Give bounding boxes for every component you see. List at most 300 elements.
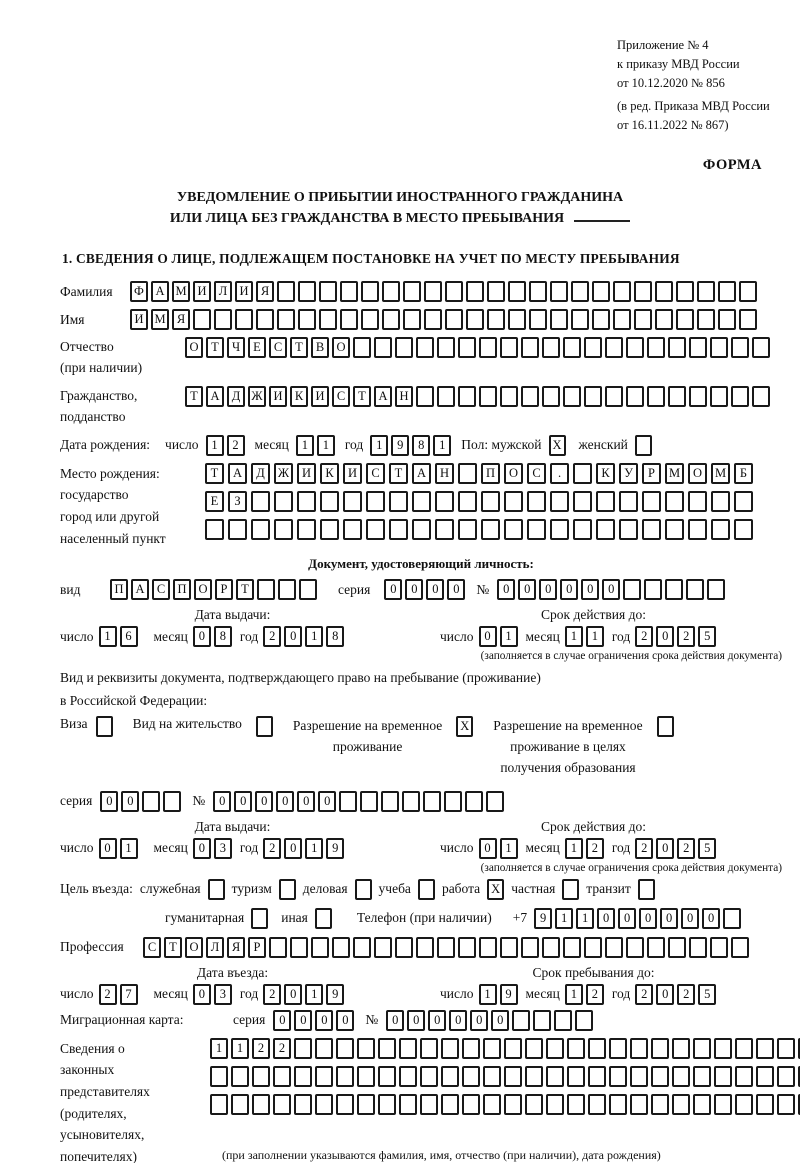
char-cell[interactable]: Ф — [130, 281, 148, 302]
char-cell[interactable]: 2 — [99, 984, 117, 1005]
char-cell[interactable] — [504, 491, 523, 512]
char-cell[interactable] — [395, 337, 413, 358]
char-cell[interactable] — [366, 491, 385, 512]
char-cell[interactable]: 0 — [539, 579, 557, 600]
char-cell[interactable] — [668, 386, 686, 407]
char-cell[interactable] — [605, 337, 623, 358]
char-cell[interactable] — [205, 519, 224, 540]
char-cell[interactable] — [298, 309, 316, 330]
char-cell[interactable]: . — [550, 463, 569, 484]
char-cell[interactable] — [437, 386, 455, 407]
char-cell[interactable] — [297, 519, 316, 540]
char-cell[interactable]: 0 — [234, 791, 252, 812]
char-cell[interactable] — [665, 579, 683, 600]
char-cell[interactable] — [731, 937, 749, 958]
char-cell[interactable] — [483, 1038, 501, 1059]
char-cell[interactable] — [533, 1010, 551, 1031]
char-cell[interactable] — [588, 1094, 606, 1115]
char-cell[interactable] — [642, 519, 661, 540]
char-cell[interactable] — [399, 1038, 417, 1059]
char-cell[interactable]: 0 — [656, 984, 674, 1005]
char-cell[interactable]: 0 — [479, 626, 497, 647]
char-cell[interactable] — [752, 337, 770, 358]
char-cell[interactable] — [458, 491, 477, 512]
residence-permit-checkbox[interactable] — [256, 716, 273, 737]
char-cell[interactable] — [609, 1038, 627, 1059]
char-cell[interactable]: Ч — [227, 337, 245, 358]
purpose-business-checkbox[interactable] — [355, 879, 372, 900]
char-cell[interactable] — [311, 937, 329, 958]
char-cell[interactable] — [651, 1038, 669, 1059]
char-cell[interactable]: 0 — [479, 838, 497, 859]
female-checkbox[interactable] — [635, 435, 652, 456]
char-cell[interactable] — [584, 337, 602, 358]
char-cell[interactable] — [739, 281, 757, 302]
char-cell[interactable] — [756, 1094, 774, 1115]
char-cell[interactable]: 8 — [214, 626, 232, 647]
char-cell[interactable] — [479, 937, 497, 958]
edu-permit-checkbox[interactable] — [657, 716, 674, 737]
char-cell[interactable]: 0 — [336, 1010, 354, 1031]
char-cell[interactable] — [588, 1066, 606, 1087]
char-cell[interactable] — [320, 519, 339, 540]
validity-month-cells[interactable] — [565, 626, 607, 647]
char-cell[interactable] — [504, 519, 523, 540]
char-cell[interactable] — [381, 791, 399, 812]
char-cell[interactable]: И — [343, 463, 362, 484]
char-cell[interactable] — [500, 386, 518, 407]
char-cell[interactable] — [481, 491, 500, 512]
char-cell[interactable] — [269, 937, 287, 958]
char-cell[interactable] — [647, 937, 665, 958]
char-cell[interactable]: С — [269, 337, 287, 358]
char-cell[interactable]: 0 — [284, 984, 302, 1005]
char-cell[interactable] — [340, 281, 358, 302]
char-cell[interactable]: 5 — [698, 838, 716, 859]
char-cell[interactable] — [521, 937, 539, 958]
char-cell[interactable]: 7 — [120, 984, 138, 1005]
char-cell[interactable] — [251, 491, 270, 512]
char-cell[interactable]: 0 — [426, 579, 444, 600]
char-cell[interactable] — [466, 281, 484, 302]
char-cell[interactable] — [361, 281, 379, 302]
stay-year-cells[interactable] — [635, 984, 719, 1005]
char-cell[interactable] — [573, 491, 592, 512]
char-cell[interactable]: З — [228, 491, 247, 512]
char-cell[interactable]: О — [185, 337, 203, 358]
char-cell[interactable] — [521, 337, 539, 358]
char-cell[interactable]: 0 — [276, 791, 294, 812]
char-cell[interactable] — [504, 1094, 522, 1115]
char-cell[interactable]: 0 — [618, 908, 636, 929]
char-cell[interactable] — [592, 281, 610, 302]
birth-month-cells[interactable] — [296, 435, 338, 456]
char-cell[interactable] — [315, 1094, 333, 1115]
char-cell[interactable]: И — [130, 309, 148, 330]
char-cell[interactable]: 2 — [677, 984, 695, 1005]
char-cell[interactable]: И — [269, 386, 287, 407]
char-cell[interactable] — [389, 491, 408, 512]
char-cell[interactable]: И — [235, 281, 253, 302]
char-cell[interactable]: 0 — [449, 1010, 467, 1031]
char-cell[interactable]: В — [311, 337, 329, 358]
char-cell[interactable] — [462, 1038, 480, 1059]
char-cell[interactable]: 1 — [586, 626, 604, 647]
char-cell[interactable] — [672, 1038, 690, 1059]
char-cell[interactable] — [596, 491, 615, 512]
char-cell[interactable] — [256, 309, 274, 330]
char-cell[interactable] — [676, 309, 694, 330]
doc-number-cells[interactable] — [497, 579, 728, 600]
char-cell[interactable]: М — [711, 463, 730, 484]
char-cell[interactable] — [634, 309, 652, 330]
char-cell[interactable] — [529, 281, 547, 302]
char-cell[interactable] — [402, 791, 420, 812]
profession-cells[interactable] — [143, 937, 752, 958]
char-cell[interactable] — [571, 281, 589, 302]
char-cell[interactable] — [609, 1094, 627, 1115]
char-cell[interactable] — [689, 937, 707, 958]
char-cell[interactable]: 1 — [305, 838, 323, 859]
char-cell[interactable] — [445, 309, 463, 330]
char-cell[interactable] — [458, 519, 477, 540]
char-cell[interactable]: И — [193, 281, 211, 302]
birth-year-cells[interactable] — [370, 435, 454, 456]
char-cell[interactable]: 0 — [193, 984, 211, 1005]
char-cell[interactable] — [542, 937, 560, 958]
char-cell[interactable] — [655, 309, 673, 330]
char-cell[interactable]: 5 — [698, 626, 716, 647]
char-cell[interactable] — [619, 491, 638, 512]
char-cell[interactable]: 0 — [384, 579, 402, 600]
char-cell[interactable] — [563, 386, 581, 407]
char-cell[interactable]: Н — [395, 386, 413, 407]
char-cell[interactable]: 0 — [497, 579, 515, 600]
char-cell[interactable] — [626, 386, 644, 407]
char-cell[interactable] — [508, 281, 526, 302]
char-cell[interactable] — [521, 386, 539, 407]
char-cell[interactable] — [619, 519, 638, 540]
char-cell[interactable] — [588, 1038, 606, 1059]
char-cell[interactable] — [525, 1038, 543, 1059]
char-cell[interactable]: С — [366, 463, 385, 484]
char-cell[interactable] — [297, 491, 316, 512]
stay-month-cells[interactable] — [565, 984, 607, 1005]
char-cell[interactable] — [512, 1010, 530, 1031]
char-cell[interactable] — [357, 1066, 375, 1087]
char-cell[interactable]: А — [374, 386, 392, 407]
purpose-private-checkbox[interactable] — [562, 879, 579, 900]
char-cell[interactable] — [525, 1066, 543, 1087]
char-cell[interactable] — [458, 337, 476, 358]
representatives-cells-row3[interactable] — [210, 1094, 800, 1115]
char-cell[interactable]: Т — [389, 463, 408, 484]
char-cell[interactable] — [665, 519, 684, 540]
char-cell[interactable]: Б — [734, 463, 753, 484]
char-cell[interactable] — [777, 1066, 795, 1087]
char-cell[interactable]: 0 — [100, 791, 118, 812]
char-cell[interactable] — [251, 519, 270, 540]
char-cell[interactable] — [731, 337, 749, 358]
migration-number-cells[interactable] — [386, 1010, 596, 1031]
char-cell[interactable]: К — [290, 386, 308, 407]
char-cell[interactable] — [357, 1094, 375, 1115]
char-cell[interactable] — [142, 791, 160, 812]
char-cell[interactable]: 2 — [263, 838, 281, 859]
char-cell[interactable]: 0 — [255, 791, 273, 812]
citizenship-cells[interactable] — [185, 386, 773, 407]
char-cell[interactable] — [420, 1066, 438, 1087]
char-cell[interactable] — [483, 1094, 501, 1115]
char-cell[interactable]: 0 — [681, 908, 699, 929]
char-cell[interactable] — [483, 1066, 501, 1087]
char-cell[interactable] — [336, 1066, 354, 1087]
char-cell[interactable] — [630, 1038, 648, 1059]
char-cell[interactable] — [668, 937, 686, 958]
char-cell[interactable]: 0 — [656, 838, 674, 859]
char-cell[interactable] — [294, 1038, 312, 1059]
char-cell[interactable] — [403, 309, 421, 330]
residence-number-cells[interactable] — [213, 791, 507, 812]
char-cell[interactable] — [573, 519, 592, 540]
char-cell[interactable] — [462, 1094, 480, 1115]
char-cell[interactable] — [676, 281, 694, 302]
char-cell[interactable]: Ж — [274, 463, 293, 484]
char-cell[interactable] — [573, 463, 592, 484]
char-cell[interactable] — [550, 309, 568, 330]
char-cell[interactable] — [567, 1066, 585, 1087]
char-cell[interactable] — [487, 309, 505, 330]
char-cell[interactable]: Т — [185, 386, 203, 407]
char-cell[interactable]: 9 — [534, 908, 552, 929]
char-cell[interactable]: 3 — [214, 838, 232, 859]
char-cell[interactable] — [563, 937, 581, 958]
char-cell[interactable]: А — [412, 463, 431, 484]
char-cell[interactable]: 2 — [586, 984, 604, 1005]
char-cell[interactable] — [542, 386, 560, 407]
char-cell[interactable] — [756, 1038, 774, 1059]
residence-issue-day-cells[interactable] — [99, 838, 141, 859]
char-cell[interactable]: М — [172, 281, 190, 302]
char-cell[interactable] — [584, 386, 602, 407]
char-cell[interactable] — [630, 1094, 648, 1115]
char-cell[interactable]: 3 — [214, 984, 232, 1005]
char-cell[interactable] — [378, 1066, 396, 1087]
char-cell[interactable] — [441, 1094, 459, 1115]
char-cell[interactable]: 0 — [660, 908, 678, 929]
phone-cells[interactable] — [534, 908, 744, 929]
char-cell[interactable]: 0 — [284, 626, 302, 647]
char-cell[interactable]: 2 — [635, 838, 653, 859]
char-cell[interactable] — [554, 1010, 572, 1031]
purpose-work-checkbox[interactable]: X — [487, 879, 504, 900]
char-cell[interactable] — [336, 1094, 354, 1115]
char-cell[interactable] — [734, 519, 753, 540]
char-cell[interactable] — [458, 937, 476, 958]
char-cell[interactable] — [273, 1066, 291, 1087]
char-cell[interactable]: М — [665, 463, 684, 484]
birthplace-cells-row1[interactable] — [205, 463, 757, 484]
char-cell[interactable] — [688, 491, 707, 512]
char-cell[interactable] — [320, 491, 339, 512]
char-cell[interactable] — [651, 1094, 669, 1115]
char-cell[interactable] — [479, 386, 497, 407]
char-cell[interactable]: К — [320, 463, 339, 484]
temp-permit-checkbox[interactable]: X — [456, 716, 473, 737]
char-cell[interactable]: П — [110, 579, 128, 600]
char-cell[interactable] — [567, 1038, 585, 1059]
char-cell[interactable]: 2 — [586, 838, 604, 859]
char-cell[interactable] — [274, 491, 293, 512]
entry-year-cells[interactable] — [263, 984, 347, 1005]
char-cell[interactable]: 1 — [296, 435, 314, 456]
char-cell[interactable]: 1 — [370, 435, 388, 456]
char-cell[interactable] — [527, 491, 546, 512]
residence-validity-day-cells[interactable] — [479, 838, 521, 859]
char-cell[interactable] — [686, 579, 704, 600]
char-cell[interactable]: 0 — [294, 1010, 312, 1031]
char-cell[interactable] — [605, 386, 623, 407]
representatives-cells-row2[interactable] — [210, 1066, 800, 1087]
birthplace-cells-row2[interactable] — [205, 491, 757, 512]
char-cell[interactable]: 1 — [500, 838, 518, 859]
char-cell[interactable] — [710, 937, 728, 958]
char-cell[interactable] — [487, 281, 505, 302]
char-cell[interactable] — [481, 519, 500, 540]
issue-year-cells[interactable] — [263, 626, 347, 647]
char-cell[interactable] — [231, 1066, 249, 1087]
char-cell[interactable] — [710, 337, 728, 358]
char-cell[interactable] — [231, 1094, 249, 1115]
char-cell[interactable] — [416, 386, 434, 407]
char-cell[interactable] — [163, 791, 181, 812]
char-cell[interactable]: Ж — [248, 386, 266, 407]
surname-cells[interactable] — [130, 281, 760, 302]
char-cell[interactable] — [500, 937, 518, 958]
char-cell[interactable] — [437, 337, 455, 358]
char-cell[interactable] — [374, 337, 392, 358]
char-cell[interactable] — [315, 1066, 333, 1087]
char-cell[interactable] — [441, 1066, 459, 1087]
char-cell[interactable] — [274, 519, 293, 540]
char-cell[interactable]: 0 — [602, 579, 620, 600]
char-cell[interactable] — [651, 1066, 669, 1087]
char-cell[interactable] — [714, 1038, 732, 1059]
char-cell[interactable] — [332, 937, 350, 958]
char-cell[interactable] — [340, 309, 358, 330]
char-cell[interactable]: О — [332, 337, 350, 358]
char-cell[interactable] — [642, 491, 661, 512]
entry-month-cells[interactable] — [193, 984, 235, 1005]
char-cell[interactable]: 2 — [677, 838, 695, 859]
char-cell[interactable] — [252, 1094, 270, 1115]
char-cell[interactable] — [424, 281, 442, 302]
char-cell[interactable]: Д — [227, 386, 245, 407]
char-cell[interactable] — [710, 386, 728, 407]
char-cell[interactable] — [693, 1066, 711, 1087]
char-cell[interactable] — [626, 337, 644, 358]
char-cell[interactable] — [571, 309, 589, 330]
char-cell[interactable]: 0 — [405, 579, 423, 600]
char-cell[interactable] — [252, 1066, 270, 1087]
residence-validity-year-cells[interactable] — [635, 838, 719, 859]
char-cell[interactable] — [423, 791, 441, 812]
residence-issue-year-cells[interactable] — [263, 838, 347, 859]
char-cell[interactable]: Я — [256, 281, 274, 302]
char-cell[interactable]: 0 — [273, 1010, 291, 1031]
doc-kind-cells[interactable] — [110, 579, 320, 600]
char-cell[interactable]: 0 — [428, 1010, 446, 1031]
char-cell[interactable]: С — [332, 386, 350, 407]
char-cell[interactable]: Р — [642, 463, 661, 484]
purpose-tourism-checkbox[interactable] — [279, 879, 296, 900]
char-cell[interactable]: Т — [205, 463, 224, 484]
char-cell[interactable]: О — [504, 463, 523, 484]
char-cell[interactable] — [665, 491, 684, 512]
char-cell[interactable] — [399, 1066, 417, 1087]
char-cell[interactable]: 0 — [560, 579, 578, 600]
char-cell[interactable] — [389, 519, 408, 540]
char-cell[interactable]: О — [185, 937, 203, 958]
char-cell[interactable] — [343, 519, 362, 540]
char-cell[interactable]: 2 — [677, 626, 695, 647]
char-cell[interactable] — [546, 1066, 564, 1087]
char-cell[interactable] — [299, 579, 317, 600]
char-cell[interactable] — [357, 1038, 375, 1059]
char-cell[interactable] — [688, 519, 707, 540]
char-cell[interactable]: 1 — [305, 626, 323, 647]
char-cell[interactable] — [235, 309, 253, 330]
char-cell[interactable]: 1 — [565, 838, 583, 859]
purpose-humanitarian-checkbox[interactable] — [251, 908, 268, 929]
char-cell[interactable] — [343, 491, 362, 512]
char-cell[interactable]: С — [152, 579, 170, 600]
char-cell[interactable] — [739, 309, 757, 330]
residence-series-cells[interactable] — [100, 791, 184, 812]
char-cell[interactable] — [529, 309, 547, 330]
char-cell[interactable] — [257, 579, 275, 600]
char-cell[interactable]: Т — [290, 337, 308, 358]
char-cell[interactable] — [399, 1094, 417, 1115]
char-cell[interactable] — [689, 337, 707, 358]
char-cell[interactable] — [378, 1038, 396, 1059]
char-cell[interactable]: 1 — [206, 435, 224, 456]
char-cell[interactable] — [647, 337, 665, 358]
char-cell[interactable] — [382, 309, 400, 330]
char-cell[interactable]: И — [297, 463, 316, 484]
char-cell[interactable] — [546, 1038, 564, 1059]
char-cell[interactable] — [403, 281, 421, 302]
char-cell[interactable] — [634, 281, 652, 302]
issue-month-cells[interactable] — [193, 626, 235, 647]
char-cell[interactable] — [500, 337, 518, 358]
char-cell[interactable]: 0 — [447, 579, 465, 600]
char-cell[interactable]: 0 — [213, 791, 231, 812]
char-cell[interactable] — [319, 309, 337, 330]
char-cell[interactable] — [214, 309, 232, 330]
char-cell[interactable]: 1 — [433, 435, 451, 456]
char-cell[interactable]: Т — [206, 337, 224, 358]
char-cell[interactable] — [424, 309, 442, 330]
char-cell[interactable]: И — [311, 386, 329, 407]
char-cell[interactable] — [273, 1094, 291, 1115]
char-cell[interactable] — [277, 281, 295, 302]
char-cell[interactable]: 2 — [635, 626, 653, 647]
char-cell[interactable]: 1 — [231, 1038, 249, 1059]
char-cell[interactable] — [298, 281, 316, 302]
char-cell[interactable] — [563, 337, 581, 358]
birthplace-cells-row3[interactable] — [205, 519, 757, 540]
